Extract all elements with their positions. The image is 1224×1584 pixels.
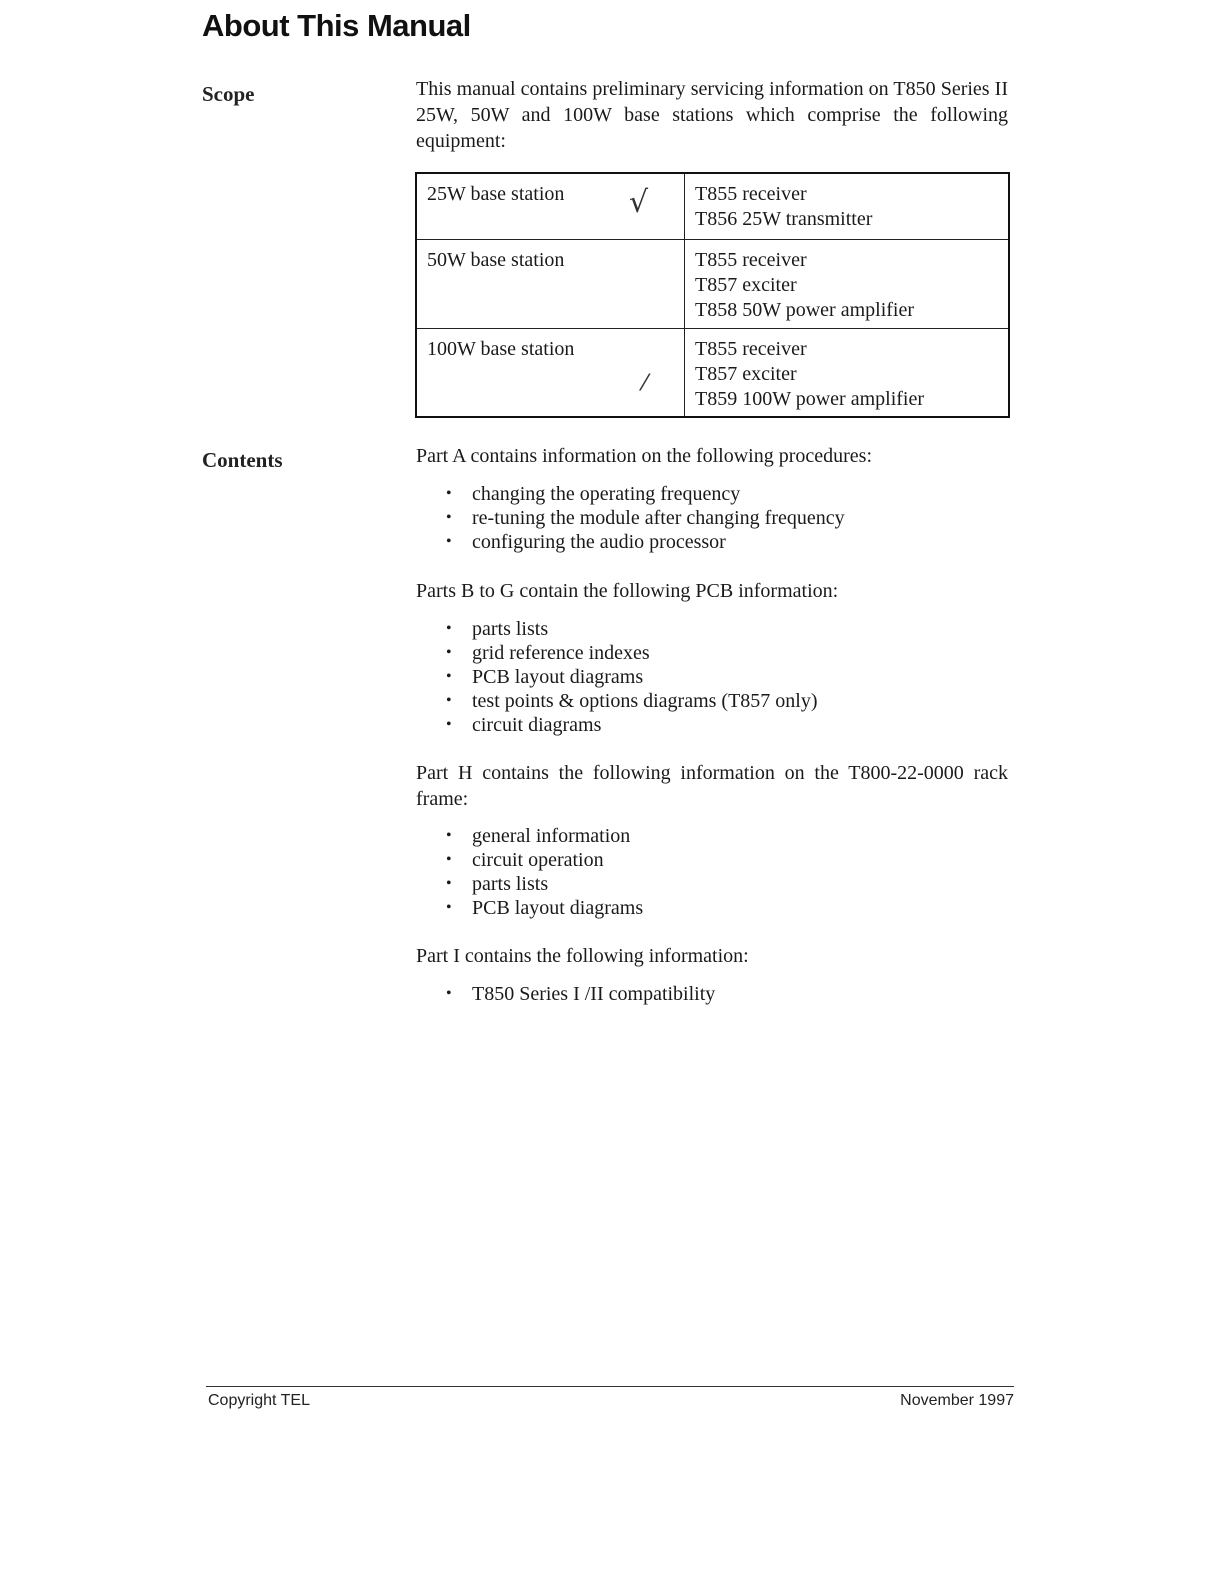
items-cell	[685, 328, 1010, 417]
list-item: • circuit diagrams	[446, 713, 818, 737]
list-item: • grid reference indexes	[446, 641, 818, 665]
equipment-item: T855 receiver	[695, 248, 807, 271]
list-item: • re-tuning the module after changing frequency	[446, 506, 845, 530]
footer-copyright: Copyright TEL	[208, 1392, 310, 1409]
station-label: 50W base station	[427, 248, 565, 271]
part-a-list	[446, 482, 845, 554]
parts-b-g-intro: Parts B to G contain the following PCB information:	[416, 580, 839, 602]
parts-b-g-list	[446, 617, 818, 737]
equipment-item: T857 exciter	[695, 273, 797, 296]
tick-mark-icon: ⁄	[643, 370, 647, 396]
list-item: • test points & options diagrams (T857 only)	[446, 689, 818, 713]
checkmark-icon: √	[629, 185, 649, 220]
part-i-intro: Part I contains the following information:	[416, 945, 749, 967]
page-title: About This Manual	[202, 8, 471, 43]
part-h-intro: Part H contains the following information on the T800-22-0000 rack frame:	[416, 762, 1008, 810]
list-item: • configuring the audio processor	[446, 530, 845, 554]
equipment-table	[415, 172, 1010, 418]
table-row	[416, 173, 1009, 239]
part-h-list	[446, 824, 643, 920]
station-cell	[416, 328, 685, 417]
equipment-item: T857 exciter	[695, 362, 797, 385]
list-item: • T850 Series I /II compatibility	[446, 982, 715, 1006]
scope-heading: Scope	[202, 82, 255, 106]
equipment-item: T858 50W power amplifier	[695, 298, 915, 321]
items-cell	[685, 173, 1010, 239]
list-item: • circuit operation	[446, 848, 643, 872]
footer-divider	[206, 1386, 1014, 1387]
part-i-list	[446, 982, 715, 1006]
list-item: • changing the operating frequency	[446, 482, 845, 506]
list-item: • general information	[446, 824, 643, 848]
equipment-item: T859 100W power amplifier	[695, 387, 925, 410]
list-item: • PCB layout diagrams	[446, 665, 818, 689]
footer-date: November 1997	[900, 1392, 1014, 1409]
equipment-item: T855 receiver	[695, 183, 807, 205]
list-item: • parts lists	[446, 872, 643, 896]
part-a-intro: Part A contains information on the following procedures:	[416, 445, 873, 467]
contents-heading: Contents	[202, 448, 283, 472]
scope-text: This manual contains preliminary servicing information on T850 Series II 25W, 50W and 100W base stations which comprise the following equipment:	[416, 78, 1008, 152]
list-item: • parts lists	[446, 617, 818, 641]
equipment-item: T856 25W transmitter	[695, 208, 873, 230]
station-cell	[416, 173, 685, 239]
items-cell	[685, 239, 1010, 328]
station-label: 100W base station	[427, 337, 575, 360]
list-item: • PCB layout diagrams	[446, 896, 643, 920]
station-label: 25W base station	[427, 183, 565, 205]
station-cell	[416, 239, 685, 328]
equipment-item: T855 receiver	[695, 337, 807, 360]
table-row	[416, 239, 1009, 328]
table-row	[416, 328, 1009, 417]
